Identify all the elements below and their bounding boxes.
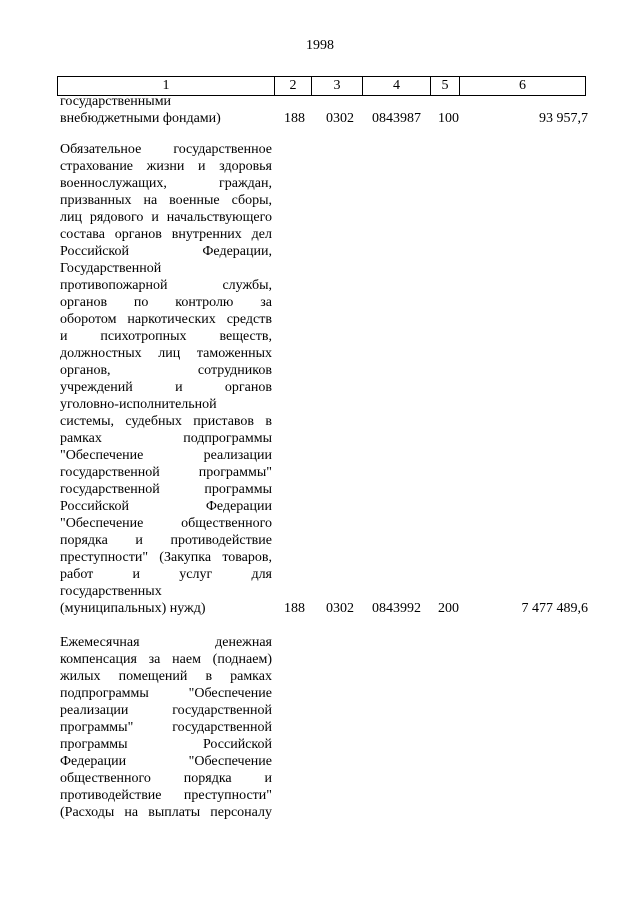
description-line: лиц рядового и начальствующего <box>60 210 272 225</box>
cell-target-code: 0843992 <box>372 601 421 616</box>
description-line: противодействие преступности" <box>60 788 272 803</box>
cell-admin-code: 188 <box>284 601 305 616</box>
row-description <box>60 93 272 127</box>
description-line: (Расходы на выплаты персоналу <box>60 805 272 820</box>
column-header-2: 2 <box>275 77 312 96</box>
description-line: подпрограммы "Обеспечение <box>60 686 272 701</box>
table-row <box>60 634 588 824</box>
column-header-3: 3 <box>312 77 363 96</box>
table-row <box>60 93 588 133</box>
cell-section-code: 0302 <box>326 111 354 126</box>
description-line: программы Российской <box>60 737 272 752</box>
row-description <box>60 634 272 821</box>
description-line: преступности" (Закупка товаров, <box>60 550 272 565</box>
description-line: Обязательное государственное <box>60 142 272 157</box>
column-header-6: 6 <box>460 77 586 96</box>
description-line: программы" государственной <box>60 720 272 735</box>
description-line: государственных <box>60 584 162 599</box>
description-line: Государственной <box>60 261 162 276</box>
description-line: жилых помещений в рамках <box>60 669 272 684</box>
page-number: 1998 <box>306 38 334 53</box>
description-line: страхование жизни и здоровья <box>60 159 272 174</box>
table-row <box>60 141 588 621</box>
description-line: работ и услуг для <box>60 567 272 582</box>
column-header-5: 5 <box>431 77 460 96</box>
description-line: оборотом наркотических средств <box>60 312 272 327</box>
description-line: и психотропных веществ, <box>60 329 272 344</box>
description-line: органов по контролю за <box>60 295 272 310</box>
description-line: системы, судебных приставов в <box>60 414 272 429</box>
cell-admin-code: 188 <box>284 111 305 126</box>
description-line: военнослужащих, граждан, <box>60 176 272 191</box>
description-line: порядка и противодействие <box>60 533 272 548</box>
description-line: Российской Федерации, <box>60 244 272 259</box>
description-line: государственной программы <box>60 482 272 497</box>
description-line: "Обеспечение общественного <box>60 516 272 531</box>
cell-section-code: 0302 <box>326 601 354 616</box>
description-line: противопожарной службы, <box>60 278 272 293</box>
description-line: рамках подпрограммы <box>60 431 272 446</box>
description-line: Российской Федерации <box>60 499 272 514</box>
cell-expense-type: 100 <box>438 111 459 126</box>
description-line: Федерации "Обеспечение <box>60 754 272 769</box>
description-line: государственной программы" <box>60 465 272 480</box>
description-line: внебюджетными фондами) <box>60 111 221 126</box>
description-line: призванных на военные сборы, <box>60 193 272 208</box>
description-line: состава органов внутренних дел <box>60 227 272 242</box>
cell-target-code: 0843987 <box>372 111 421 126</box>
description-line: компенсация за наем (поднаем) <box>60 652 272 667</box>
description-line: общественного порядка и <box>60 771 272 786</box>
description-line: органов, сотрудников <box>60 363 272 378</box>
cell-amount: 93 957,7 <box>539 111 588 126</box>
description-line: "Обеспечение реализации <box>60 448 272 463</box>
description-line: учреждений и органов <box>60 380 272 395</box>
description-line: (муниципальных) нужд) <box>60 601 206 616</box>
row-description <box>60 141 272 617</box>
description-line: реализации государственной <box>60 703 272 718</box>
description-line: уголовно-исполнительной <box>60 397 217 412</box>
cell-expense-type: 200 <box>438 601 459 616</box>
cell-amount: 7 477 489,6 <box>521 601 588 616</box>
description-line: Ежемесячная денежная <box>60 635 272 650</box>
column-header-4: 4 <box>363 77 431 96</box>
description-line: государственными <box>60 94 172 109</box>
column-header-1: 1 <box>58 77 275 96</box>
description-line: должностных лиц таможенных <box>60 346 272 361</box>
